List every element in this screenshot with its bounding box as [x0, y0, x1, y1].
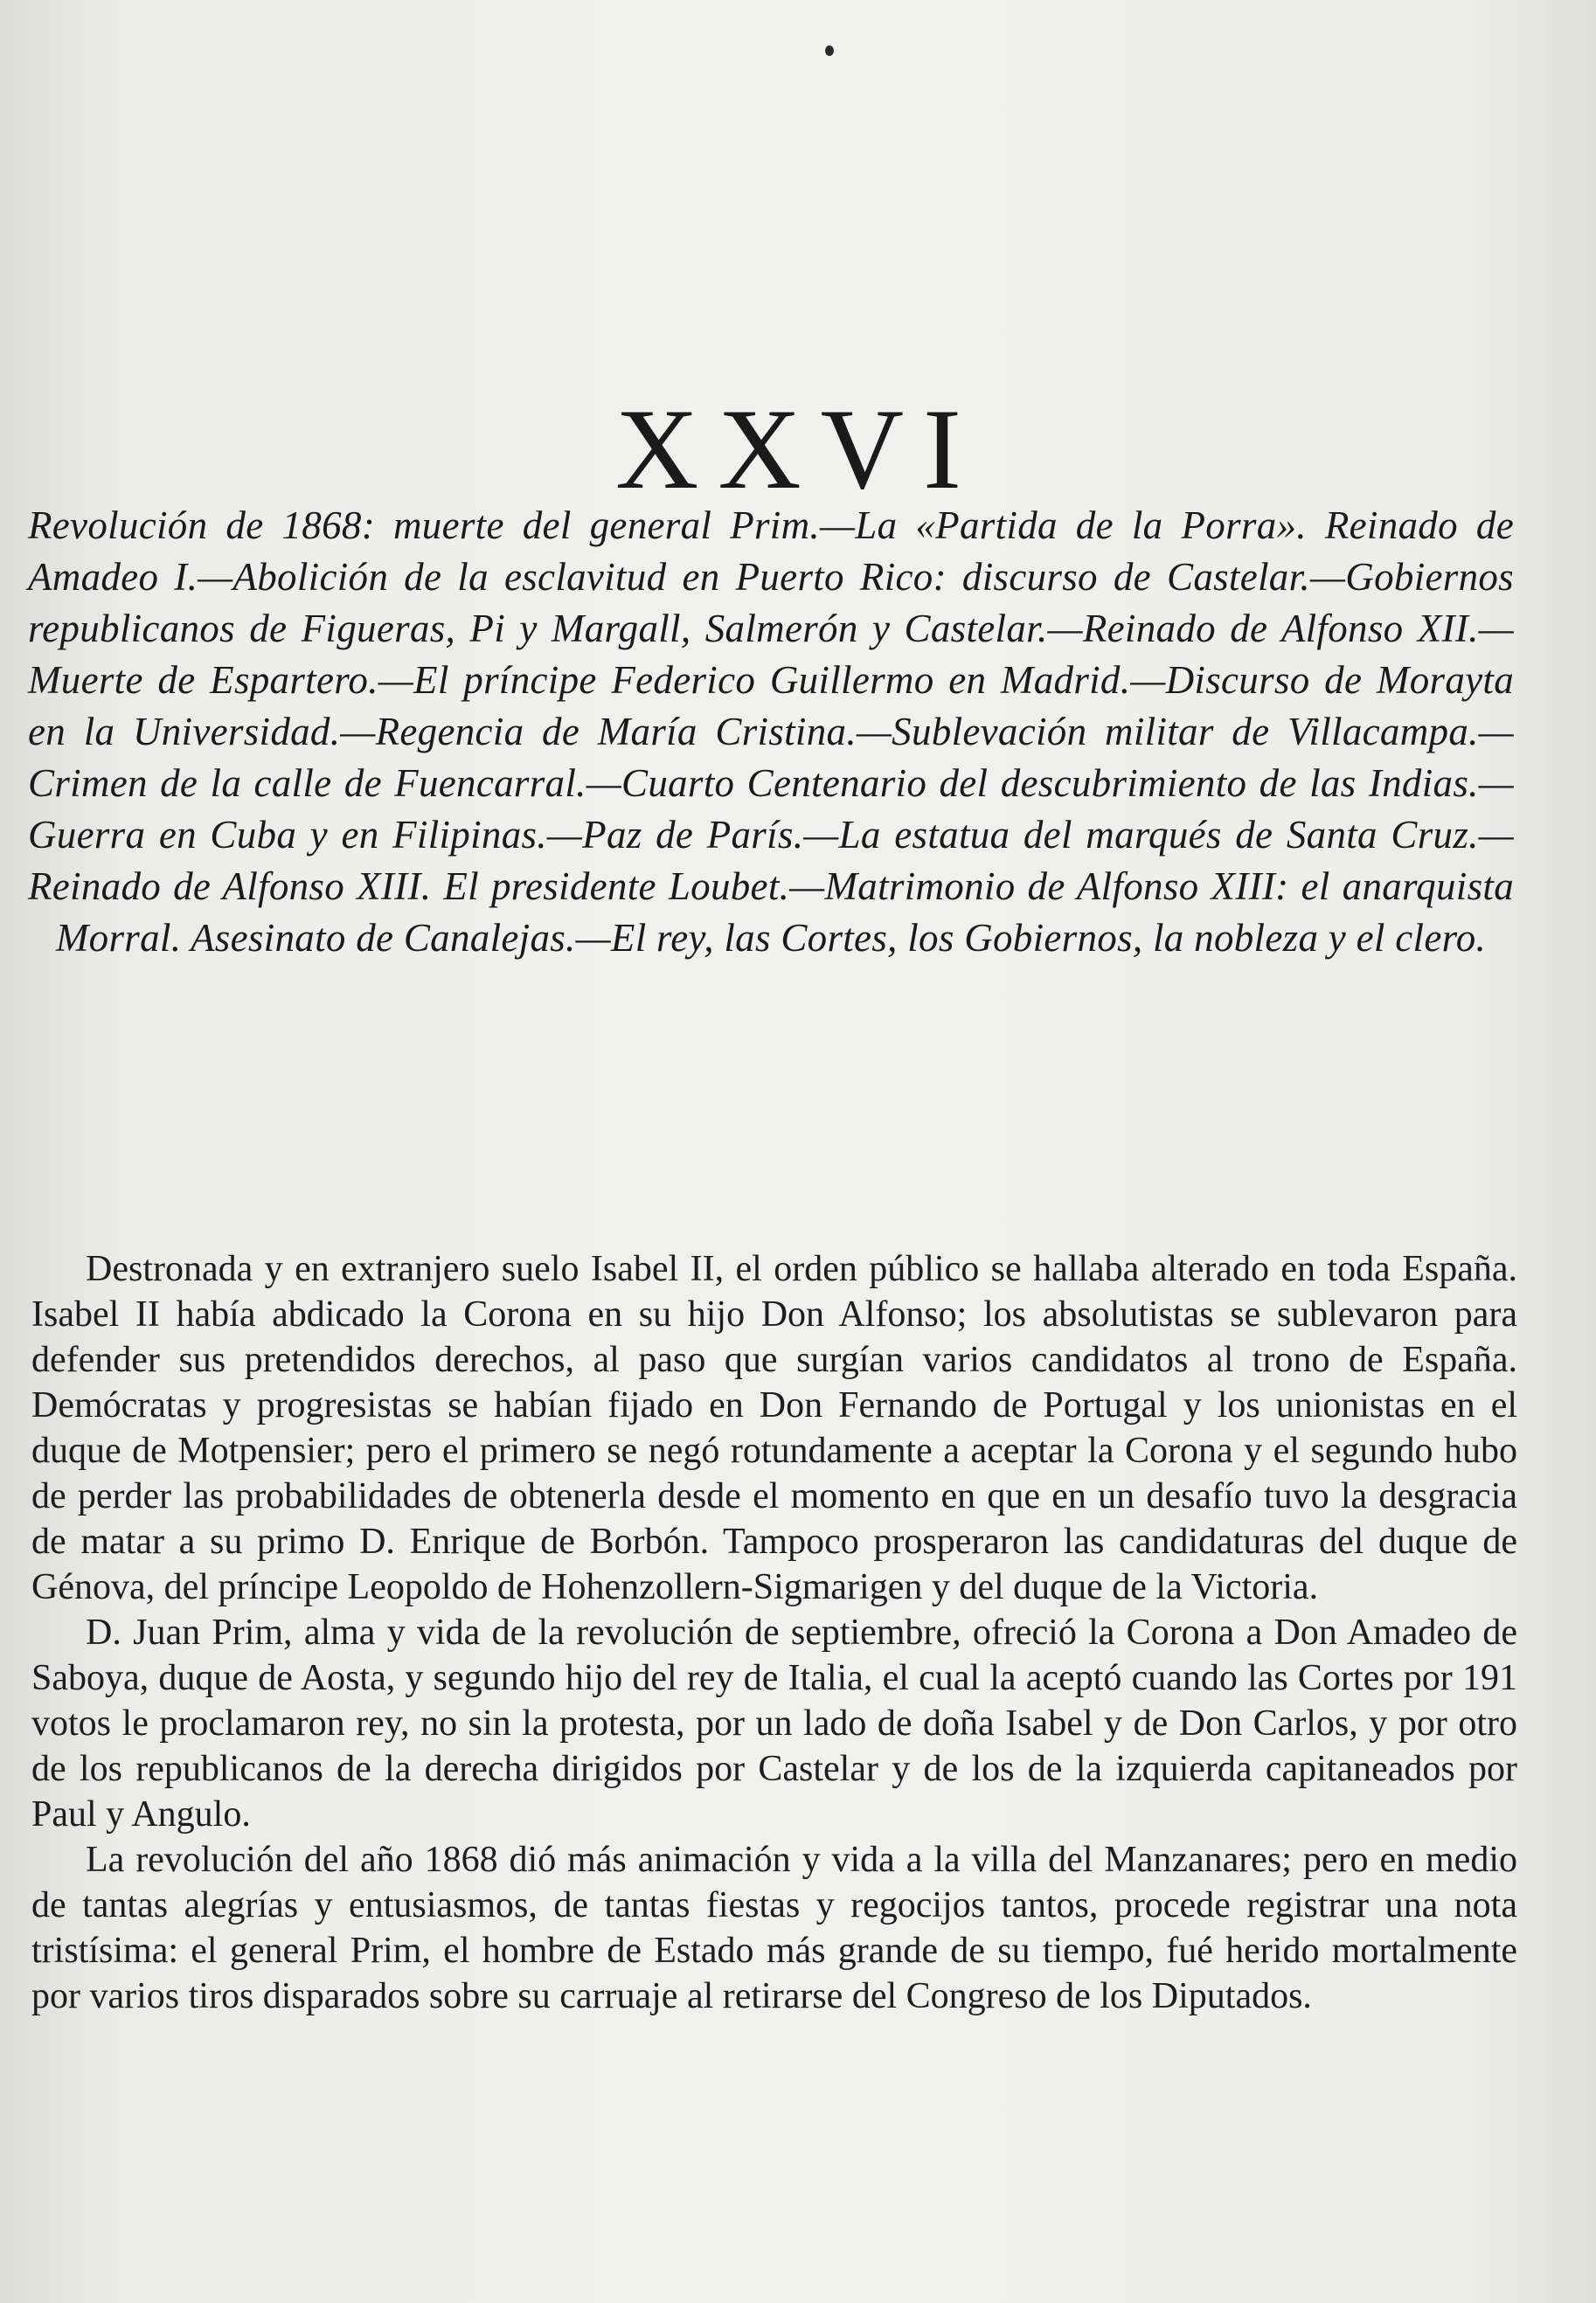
chapter-number: XXVI [615, 385, 981, 514]
body-paragraph-2: D. Juan Prim, alma y vida de la revolución de septiembre, ofreció la Corona a Don Amadeo de Saboya, duque de Aosta, y segundo hijo del rey de Italia, el cual la aceptó cuando las Cortes por 191 votos le proclamaron rey, no sin la protesta, por un lado de doña Isabel y de Don Carlos, y por otro de los republicanos de la derecha dirigidos por Castelar y de los de la izquierda capitaneados por Paul y Angulo. [31, 1613, 1517, 1835]
top-dot-mark [825, 45, 834, 56]
body-paragraph-1: Destronada y en extranjero suelo Isabel II, el orden público se hallaba alterado en toda España. Isabel II había abdicado la Corona en su hijo Don Alfonso; los absolutistas se sublevaron para defender sus pretendidos derechos, al paso que surgían varios candidatos al trono de España. Demócratas y progresistas se habían fijado en Don Fernando de Portugal y los unionistas en el duque de Motpensier; pero el primero se negó rotundamente a aceptar la Corona y el segundo hubo de perder las probabilidades de obtenerla desde el momento en que en un desafío tuvo la desgracia de matar a su primo D. Enrique de Borbón. Tampoco prosperaron las candidaturas del duque de Génova, del príncipe Leopoldo de Hohenzollern-Sigmarigen y del duque de la Victoria. [31, 1249, 1517, 1607]
chapter-summary: Revolución de 1868: muerte del general Prim.—La «Partida de la Porra». Reinado de Amadeo I.—Abolición de la esclavitud en Puerto Rico: discurso de Castelar.—Gobiernos republicanos de Figueras, Pi y Margall, Salmerón y Castelar.—Reinado de Alfonso XII.—Muerte de Espartero.—El príncipe Federico Guillermo en Madrid.—Discurso de Morayta en la Universidad.—Regencia de María Cristina.—Sublevación militar de Villacampa.—Crimen de la calle de Fuencarral.—Cuarto Centenario del descubrimiento de las Indias.—Guerra en Cuba y en Filipinas.—Paz de París.—La estatua del marqués de Santa Cruz.—Reinado de Alfonso XIII. El presidente Loubet.—Matrimonio de Alfonso XIII: el anarquista Morral. Asesinato de Canalejas.—El rey, las Cortes, los Gobiernos, la nobleza y el clero. [28, 503, 1514, 960]
chapter-body [31, 1246, 1517, 2019]
body-paragraph-3: La revolución del año 1868 dió más animación y vida a la villa del Manzanares; pero en medio de tantas alegrías y entusiasmos, de tantas fiestas y regocijos tantos, procede registrar una nota tristísima: el general Prim, el hombre de Estado más grande de su tiempo, fué herido mortalmente por varios tiros disparados sobre su carruaje al retirarse del Congreso de los Diputados. [31, 1840, 1517, 2016]
